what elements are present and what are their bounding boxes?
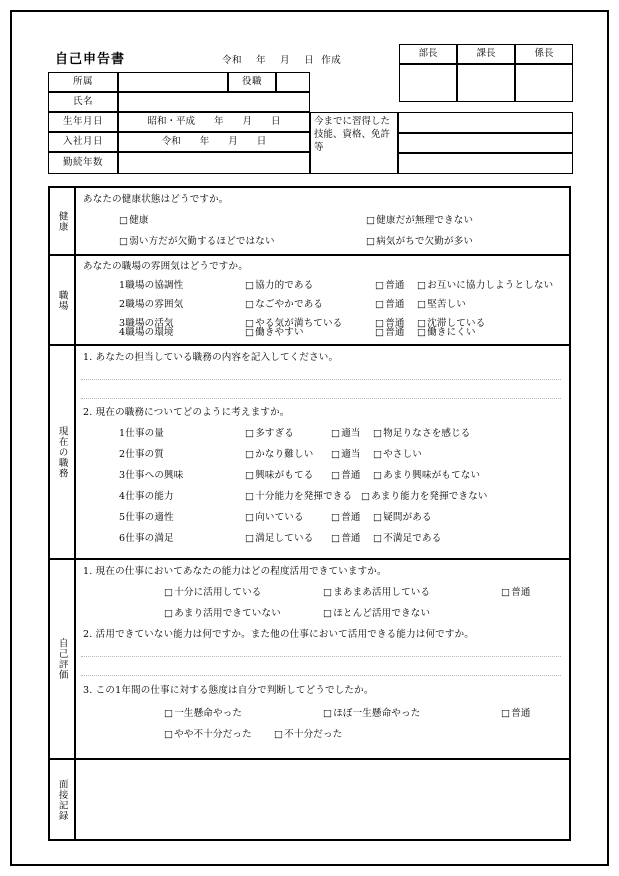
workplace-item-1-label: 1職場の協調性 <box>119 280 184 291</box>
current-job-item-4-option-a[interactable]: □ 十分能力を発揮できる <box>245 492 352 502</box>
current-job-item-6-option-b[interactable]: □ 普通 <box>331 534 361 544</box>
section-current-job <box>50 346 569 560</box>
section-label-interview: 面接記録 <box>50 760 76 839</box>
current-job-item-5-option-a[interactable]: □ 向いている <box>245 513 304 523</box>
workplace-item-4-option-c[interactable]: □ 働きにくい <box>417 328 476 338</box>
current-job-item-2-option-b[interactable]: □ 適当 <box>331 450 361 460</box>
self-eval-q3-option-5[interactable]: □ 不十分だった <box>274 730 342 740</box>
info-value-yakushoku[interactable] <box>276 72 310 92</box>
section-self-eval <box>50 560 569 760</box>
self-eval-q1-option-4[interactable]: □ あまり活用できていない <box>164 609 281 619</box>
section-label-health: 健康 <box>50 188 76 254</box>
info-value-kinzokunensu[interactable] <box>118 152 310 174</box>
current-job-item-1-option-c[interactable]: □ 物足りなさを感じる <box>373 429 471 439</box>
section-workplace <box>50 256 569 346</box>
current-job-item-6-option-a[interactable]: □ 満足している <box>245 534 313 544</box>
info-label-shozoku: 所属 <box>48 72 118 92</box>
workplace-item-4-option-b[interactable]: □ 普通 <box>375 328 405 338</box>
current-job-item-1-label: 1仕事の量 <box>119 428 165 439</box>
current-job-item-4-option-c[interactable]: □ あまり能力を発揮できない <box>361 492 488 502</box>
workplace-item-1-option-b[interactable]: □ 普通 <box>375 281 405 291</box>
info-label-shimei: 氏名 <box>48 92 118 112</box>
section-health <box>50 188 569 256</box>
self-eval-q2-line-2[interactable] <box>81 675 561 676</box>
approval-header-bucho: 部長 <box>399 44 457 64</box>
workplace-item-4-label: 4職場の環境 <box>119 327 174 338</box>
current-job-q1-line-2[interactable] <box>81 398 561 399</box>
info-value-seinengappi[interactable]: 昭和・平成 年 月 日 <box>118 112 310 132</box>
workplace-item-1-option-a[interactable]: □ 協力的である <box>245 281 313 291</box>
self-eval-q3-option-4[interactable]: □ やや不十分だった <box>164 730 252 740</box>
self-eval-q3-option-3[interactable]: □ 普通 <box>501 709 531 719</box>
workplace-item-3-label: 3職場の活気 <box>119 318 174 329</box>
current-job-item-5-option-b[interactable]: □ 普通 <box>331 513 361 523</box>
current-job-item-1-option-a[interactable]: □ 多すぎる <box>245 429 294 439</box>
current-job-item-5-label: 5仕事の適性 <box>119 512 174 523</box>
current-job-item-2-option-c[interactable]: □ やさしい <box>373 450 422 460</box>
current-job-item-6-label: 6仕事の満足 <box>119 533 174 544</box>
self-eval-q2: 2. 活用できていない能力は何ですか。また他の仕事において活用できる能力は何ですか。 <box>83 629 474 640</box>
health-option-1[interactable]: □ 健康 <box>119 216 149 226</box>
current-job-item-2-option-a[interactable]: □ かなり難しい <box>245 450 313 460</box>
info-value-shozoku[interactable] <box>118 72 228 92</box>
section-interview <box>50 760 569 839</box>
info-value-shimei[interactable] <box>118 92 310 112</box>
self-eval-q1-option-3[interactable]: □ 普通 <box>501 588 531 598</box>
current-job-item-3-option-a[interactable]: □ 興味がもてる <box>245 471 313 481</box>
section-label-workplace: 職場 <box>50 256 76 344</box>
skills-line-3[interactable] <box>398 153 573 174</box>
current-job-q1-line-1[interactable] <box>81 379 561 380</box>
current-job-item-2-label: 2仕事の質 <box>119 449 165 460</box>
workplace-item-4-option-a[interactable]: □ 働きやすい <box>245 328 304 338</box>
workplace-item-3-option-a[interactable]: □ やる気が満ちている <box>245 319 342 329</box>
current-job-item-5-option-c[interactable]: □ 疑問がある <box>373 513 432 523</box>
section-label-current-job: 現在の職務 <box>50 346 76 558</box>
approval-header-kakaricho: 係長 <box>515 44 573 64</box>
approval-header-kacho: 課長 <box>457 44 515 64</box>
self-eval-q1-option-5[interactable]: □ ほとんど活用できない <box>323 609 430 619</box>
skills-label: 今までに習得した技能、資格、免許等 <box>310 112 398 174</box>
self-eval-q1-option-2[interactable]: □ まあまあ活用している <box>323 588 430 598</box>
document-date-line: 令和 年 月 日 作成 <box>222 55 342 66</box>
health-option-3[interactable]: □ 弱い方だが欠勤するほどではない <box>119 237 275 247</box>
workplace-item-2-option-b[interactable]: □ 普通 <box>375 300 405 310</box>
main-body-frame <box>48 186 571 841</box>
section-label-self-eval: 自己評価 <box>50 560 76 758</box>
skills-line-1[interactable] <box>398 112 573 133</box>
info-label-yakushoku: 役職 <box>228 72 276 92</box>
approval-stamp-kakaricho[interactable] <box>515 64 573 102</box>
current-job-item-4-label: 4仕事の能力 <box>119 491 174 502</box>
self-eval-q3-option-1[interactable]: □ 一生懸命やった <box>164 709 242 719</box>
info-label-seinengappi: 生年月日 <box>48 112 118 132</box>
health-option-4[interactable]: □ 病気がちで欠勤が多い <box>366 237 473 247</box>
self-eval-q3: 3. この1年間の仕事に対する態度は自分で判断してどうでしたか。 <box>83 685 374 696</box>
workplace-item-2-label: 2職場の雰囲気 <box>119 299 184 310</box>
current-job-item-3-option-b[interactable]: □ 普通 <box>331 471 361 481</box>
current-job-item-1-option-b[interactable]: □ 適当 <box>331 429 361 439</box>
self-eval-q3-option-2[interactable]: □ ほぼ一生懸命やった <box>323 709 421 719</box>
info-label-kinzokunensu: 勤続年数 <box>48 152 118 174</box>
health-question: あなたの健康状態はどうですか。 <box>83 194 229 205</box>
self-eval-q1-option-1[interactable]: □ 十分に活用している <box>164 588 262 598</box>
approval-stamp-kacho[interactable] <box>457 64 515 102</box>
info-label-nyushagappi: 入社月日 <box>48 132 118 152</box>
info-value-nyushagappi[interactable]: 令和 年 月 日 <box>118 132 310 152</box>
workplace-item-3-option-b[interactable]: □ 普通 <box>375 319 405 329</box>
self-eval-q2-line-1[interactable] <box>81 656 561 657</box>
workplace-question: あなたの職場の雰囲気はどうですか。 <box>83 261 248 272</box>
workplace-item-2-option-c[interactable]: □ 堅苦しい <box>417 300 466 310</box>
current-job-q2: 2. 現在の職務についてどのように考えますか。 <box>83 407 290 418</box>
current-job-item-3-label: 3仕事への興味 <box>119 470 184 481</box>
current-job-item-3-option-c[interactable]: □ あまり興味がもてない <box>373 471 480 481</box>
self-eval-q1: 1. 現在の仕事においてあなたの能力はどの程度活用できていますか。 <box>83 566 387 577</box>
current-job-q1: 1. あなたの担当している職務の内容を記入してください。 <box>83 352 339 363</box>
approval-stamp-bucho[interactable] <box>399 64 457 102</box>
workplace-item-3-option-c[interactable]: □ 沈滞している <box>417 319 485 329</box>
current-job-item-6-option-c[interactable]: □ 不満足である <box>373 534 441 544</box>
skills-line-2[interactable] <box>398 133 573 153</box>
page-title: 自己申告書 <box>55 52 126 67</box>
workplace-item-2-option-a[interactable]: □ なごやかである <box>245 300 323 310</box>
workplace-item-1-option-c[interactable]: □ お互いに協力しようとしない <box>417 281 553 291</box>
health-option-2[interactable]: □ 健康だが無理できない <box>366 216 473 226</box>
